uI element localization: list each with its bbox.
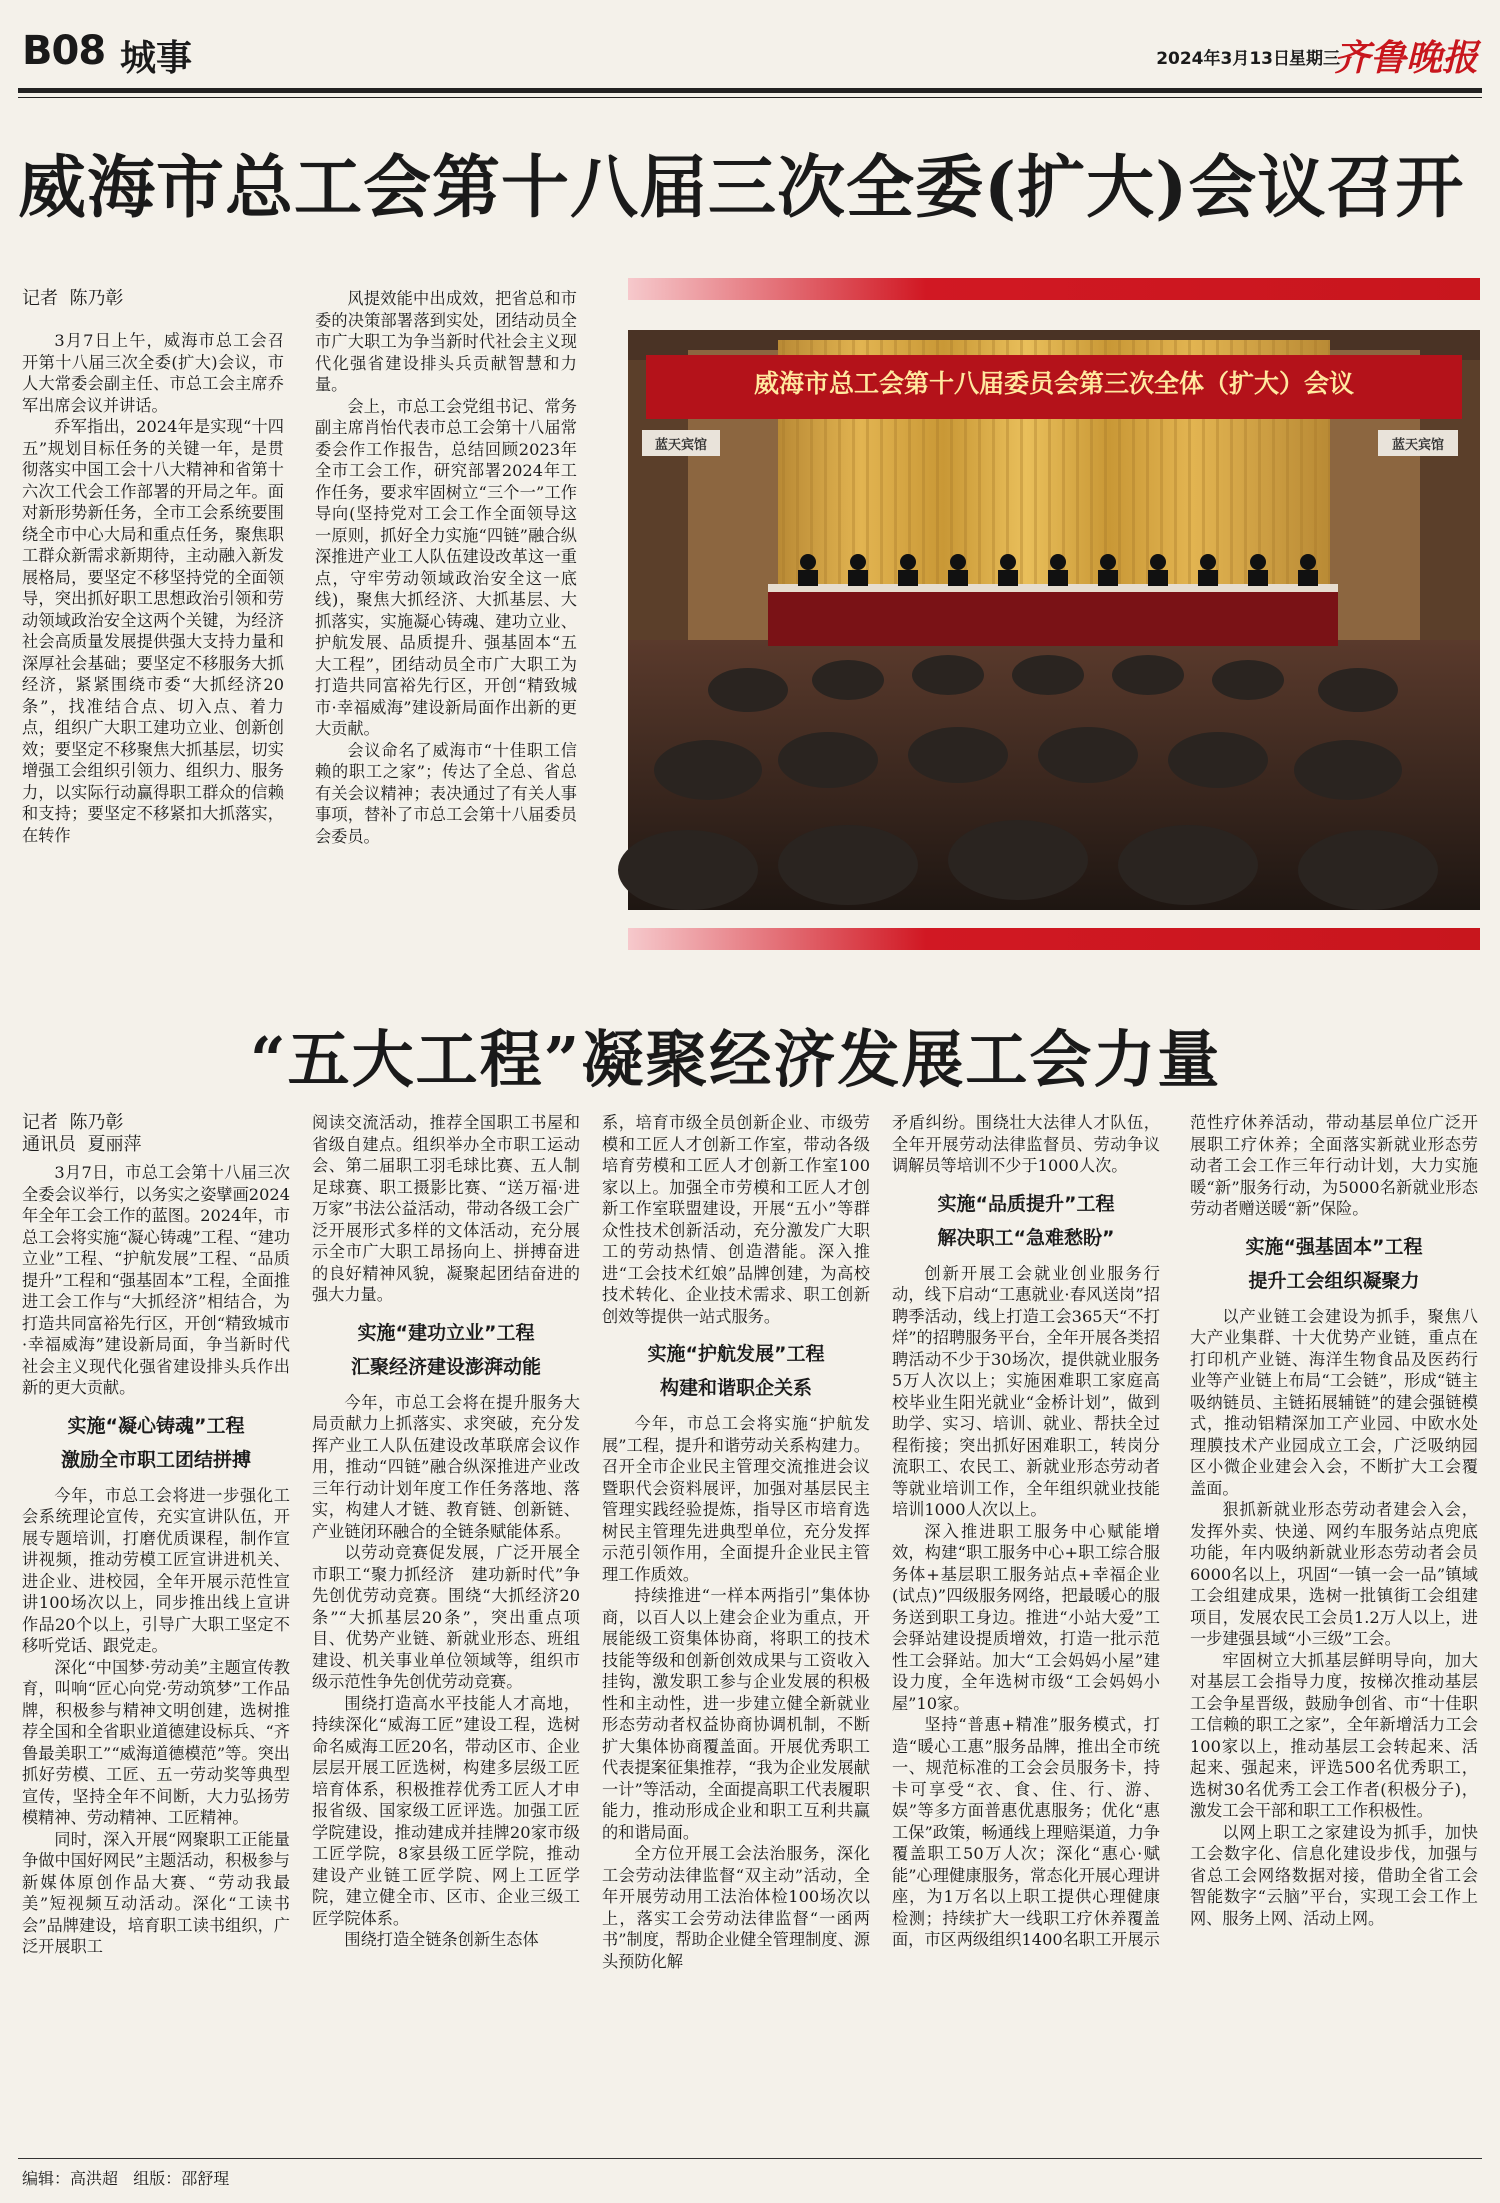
byline-name: 夏丽萍 [87, 1134, 142, 1155]
paragraph: 会议命名了威海市“十佳职工信赖的职工之家”；传达了全总、省总有关会议精神；表决通过了有关人事事项，替补了市总工会第十八届委员会委员。 [315, 740, 577, 846]
article1-column-2 [315, 288, 577, 970]
designer-name: 邵舒瑆 [181, 2169, 230, 2188]
paragraph: 全方位开展工会法治服务，深化工会劳动法律监督“双主动”活动，全年开展劳动用工法治体检100场次以上，落实工会劳动法律监督“一函两书”制度，帮助企业健全管理制度、源头预防化解 [602, 1844, 870, 1971]
paper-logo: 齐鲁晚报 [1333, 37, 1478, 79]
paragraph: 矛盾纠纷。围绕壮大法律人才队伍，全年开展劳动法律监督员、劳动争议调解员等培训不少于1000人次。 [892, 1113, 1160, 1175]
paragraph: 围绕打造高水平技能人才高地，持续深化“威海工匠”建设工程，选树命名威海工匠20名，带动区市、企业层层开展工匠选树，构建多层级工匠培育体系，积极推荐优秀工匠人才申报省级、国家级工匠评选。加强工匠学院建设，推动建成并挂牌20家市级工匠学院，8家县级工匠学院，推动建设产业链工匠学院、网上工匠学院，建立健全市、区市、企业三级工匠学院体系。 [312, 1693, 580, 1928]
paragraph: 持续推进“一样本两指引”集体协商，以百人以上建会企业为重点，开展能级工资集体协商，将职工的技术技能等级和创新创效成果与工资收入挂钩，激发职工参与企业发展的积极性和主动性，进一步建立健全新就业形态劳动者权益协商协调机制，不断扩大集体协商覆盖面。开展优秀职工代表提案征集推荐，“我为企业发展献一计”等活动，全面提高职工代表履职能力，推动形成企业和职工互利共赢的和谐局面。 [602, 1586, 870, 1842]
byline-reporter: 陈乃彰 [69, 288, 124, 309]
issue-weekday: 星期三 [1289, 49, 1340, 69]
header-rule [18, 88, 1482, 93]
paragraph: 乔军指出，2024年是实现“十四五”规划目标任务的关键一年，是贯彻落实中国工会十八大精神和省第十六次工代会工作部署的开局之年。面对新形势新任务，全市工会系统要围绕全市中心大局和重点任务，聚焦职工群众新需求新期待，主动融入新发展格局，要坚定不移坚持党的全面领导，突出抓好职工思想政治引领和劳动领域政治安全这两个关键，为经济社会高质量发展提供强大支持力量和深厚社会基础；要坚定不移服务大抓经济，紧紧围绕市委“大抓经济20条”，找准结合点、切入点、着力点，组织广大职工建功立业、创新创效；要坚定不移聚焦大抓基层，切实增强工会组织引领力、组织力、服务力，以实际行动赢得职工群众的信赖和支持；要坚定不移紧扣大抓落实，在转作 [22, 417, 284, 845]
issue-date: 2024年3月13日 [1156, 49, 1290, 69]
subheading-line-2: 解决职工“急难愁盼” [937, 1226, 1115, 1249]
paragraph: 系，培育市级全员创新企业、市级劳模和工匠人才创新工作室，带动各级培育劳模和工匠人才创新工作室100家以上。加强全市劳模和工匠人才创新工作室联盟建设，开展“五小”等群众性技术创新活动，充分激发广大职工的劳动热情、创造潜能。深入推进“工会技术红娘”品牌创建，为高校技术转化、企业技术需求、职工创新创效等提供一站式服务。 [602, 1113, 870, 1326]
subheading [892, 1187, 1160, 1255]
footer-credits [22, 2166, 229, 2189]
article2-headline: “五大工程”凝聚经济发展工会力量 [250, 1023, 1222, 1096]
article2-column-1 [22, 1162, 307, 2152]
subheading-line-2: 提升工会组织凝聚力 [1248, 1269, 1420, 1292]
subheading-line-1: 实施“强基固本”工程 [1245, 1235, 1423, 1258]
subheading [1190, 1230, 1478, 1298]
subheading-line-1: 实施“建功立业”工程 [357, 1321, 535, 1344]
header-rule-thin [18, 97, 1482, 98]
photo-banner-text: 威海市总工会第十八届委员会第三次全体（扩大）会议 [753, 369, 1354, 398]
paragraph: 范性疗休养活动，带动基层单位广泛开展职工疗休养；全面落实新就业形态劳动者工会工作三年行动计划，大力实施暖“新”服务行动，为5000名新就业形态劳动者赠送暖“新”保险。 [1190, 1113, 1478, 1218]
paragraph: 狠抓新就业形态劳动者建会入会，发挥外卖、快递、网约车服务站点兜底功能，年内吸纳新就业形态劳动者会员6000名以上，巩固“一镇一会一品”镇域工会组建成果，选树一批镇街工会组建项目，发展农民工会员1.2万人以上，进一步建强县域“小三级”工会。 [1190, 1500, 1478, 1648]
page-code: B08 [22, 28, 106, 74]
subheading-line-2: 构建和谐职企关系 [659, 1377, 812, 1399]
subheading-line-1: 实施“凝心铸魂”工程 [67, 1414, 245, 1437]
byline-label: 记者 [22, 1112, 58, 1133]
byline-label: 记者 [22, 288, 58, 309]
paragraph: 3月7日，市总工会第十八届三次全委会议举行，以务实之姿擘画2024年全年工会工作的蓝图。2024年，市总工会将实施“凝心铸魂”工程、“建功立业”工程、“护航发展”工程、“品质提升”工程和“强基固本”工程，全面推进工会工作与“大抓经济”相结合，为打造共同富裕先行区，开创“精致城市·幸福威海”建设新局面，争当新时代社会主义现代化强省建设排头兵作出新的更大贡献。 [22, 1163, 290, 1397]
article2-column-2 [312, 1112, 580, 2152]
byline-correspondent-line [22, 1134, 141, 1156]
paragraph: 今年，市总工会将实施“护航发展”工程，提升和谐劳动关系构建力。召开全市企业民主管理交流推进会议暨职代会资料展评，加强对基层民主管理实践经验提炼，指导区市培育选树民主管理先进典型单位，充分发挥示范引领作用，全面提升企业民主管理工作质效。 [602, 1414, 870, 1584]
footer-rule [18, 2158, 1482, 2159]
article2-column-3 [602, 1112, 870, 2152]
article1-byline [22, 288, 123, 310]
paragraph: 以劳动竞赛促发展，广泛开展全市职工“聚力抓经济 建功新时代”争先创优劳动竞赛。围绕“大抓经济20条”“大抓基层20条”，突出重点项目、优势产业链、新就业形态、班组建设、机关事业单位领域等，组织市级示范性争先创优劳动竞赛。 [312, 1543, 580, 1691]
paragraph: 风提效能中出成效，把省总和市委的决策部署落到实处，团结动员全市广大职工为争当新时代社会主义现代化强省建设排头兵贡献智慧和力量。 [315, 289, 577, 394]
decor-red-bar-top [628, 278, 1480, 300]
paragraph: 创新开展工会就业创业服务行动，线下启动“工惠就业·春风送岗”招聘季活动，线上打造工会365天“不打烊”的招聘服务平台，全年开展各类招聘活动不少于30场次，提供就业服务5万人次以上；实施困难职工家庭高校毕业生阳光就业“金桥计划”，做到助学、实习、培训、就业、帮扶全过程衔接；突出抓好困难职工，转岗分流职工、农民工、新就业形态劳动者等就业培训工作，全年组织就业技能培训1000人次以上。 [892, 1263, 1160, 1519]
meeting-photo [628, 330, 1480, 910]
paragraph: 深化“中国梦·劳动美”主题宣传教育，叫响“匠心向党·劳动筑梦”工作品牌，积极参与精神文明创建，选树推荐全国和全省职业道德建设标兵、“齐鲁最美职工”“威海道德模范”等。突出抓好劳模、工匠、五一劳动奖等典型宣传，坚持全年不间断，大力弘扬劳模精神、劳动精神、工匠精神。 [22, 1657, 290, 1827]
photo-sign-left: 蓝天宾馆 [654, 438, 707, 453]
subheading [22, 1409, 290, 1477]
byline-reporter-line [22, 1112, 141, 1134]
subheading-line-2: 汇聚经济建设澎湃动能 [350, 1355, 541, 1378]
paragraph: 深入推进职工服务中心赋能增效，构建“职工服务中心+职工综合服务体+基层职工服务站点+幸福企业(试点)”四级服务网络，把最暖心的服务送到职工身边。推进“小站大爱”工会驿站建设提质增效，打造一批示范性工会驿站。加大“工会妈妈小屋”建设力度，全年选树市级“工会妈妈小屋”10家。 [892, 1521, 1160, 1713]
paragraph: 以网上职工之家建设为抓手，加快工会数字化、信息化建设步伐，加强与省总工会网络数据对接，借助全省工会智能数字“云脑”平台，实现工会工作上网、服务上网、活动上网。 [1190, 1822, 1478, 1928]
article2-column-5 [1190, 1112, 1478, 2152]
paragraph: 阅读交流活动，推荐全国职工书屋和省级自建点。组织举办全市职工运动会、第二届职工羽毛球比赛、五人制足球赛、职工摄影比赛、“送万福·进万家”书法公益活动，带动各级工会广泛开展形式多样的文体活动，充分展示全市广大职工昂扬向上、拼搏奋进的良好精神风貌，凝聚起团结奋进的强大力量。 [312, 1113, 580, 1304]
paragraph: 会上，市总工会党组书记、常务副主席肖怡代表市总工会第十八届常委会作工作报告，总结回顾2023年全市工会工作，研究部署2024年工作任务，要求牢固树立“三个一”工作导向(坚持党对工会工作全面领导这一原则，抓好全力实施“四链”融合纵深推进产业工人队伍建设改革这一重点，守牢劳动领域政治安全这一底线)，聚焦大抓经济、大抓基层、大抓落实，实施凝心铸魂、建功立业、护航发展、品质提升、强基固本“五大工程”，团结动员全市广大职工为打造共同富裕先行区，开创“精致城市·幸福威海”建设新局面作出新的更大贡献。 [315, 396, 577, 738]
article1-headline: 威海市总工会第十八届三次全委(扩大)会议召开 [18, 148, 1465, 228]
article2-column-4 [892, 1112, 1160, 2152]
byline-name: 陈乃彰 [69, 1112, 124, 1133]
editor-label: 编辑： [22, 2169, 71, 2188]
paragraph: 同时，深入开展“网聚职工正能量 争做中国好网民”主题活动，积极参与新媒体原创作品大赛、“劳动我最美”短视频互动活动。深化“工读书会”品牌建设，培育职工读书组织，广泛开展职工 [22, 1829, 307, 1956]
article1-column-1 [22, 330, 284, 970]
photo-sign-right: 蓝天宾馆 [1391, 438, 1444, 453]
meeting-photo-illustration [628, 330, 1480, 910]
paragraph: 牢固树立大抓基层鲜明导向，加大对基层工会指导力度，按梯次推动基层工会争星晋级，鼓励争创省、市“十佳职工信赖的职工之家”，全年新增活力工会100家以上，推动基层工会转起来、活起来、强起来，评选500名优秀职工，选树30名优秀工会工作者(积极分子)，激发工会干部和职工工作积极性。 [1190, 1650, 1478, 1820]
designer-label: 组版： [133, 2169, 182, 2188]
paragraph: 围绕打造全链条创新生态体 [344, 1930, 539, 1949]
decor-red-bar-bottom [628, 928, 1480, 950]
article2-byline [22, 1112, 141, 1156]
paragraph: 以产业链工会建设为抓手，聚焦八大产业集群、十大优势产业链，重点在打印机产业链、海洋生物食品及医药行业等产业链上布局“工会链”，形成“链主吸纳链员、主链拓展辅链”的建会强链模式，推动铝精深加工产业园、中欧水处理膜技术产业园成立工会，广泛吸纳园区小微企业建会入会，不断扩大工会覆盖面。 [1190, 1306, 1478, 1498]
subheading-line-2: 激励全市职工团结拼搏 [60, 1448, 251, 1471]
section-name: 城事 [120, 38, 193, 79]
paragraph: 坚持“普惠+精准”服务模式，打造“暖心工惠”服务品牌，推出全市统一、规范标准的工会会员服务卡，持卡可享受“衣、食、住、行、游、娱”等多方面普惠优惠服务；优化“惠工保”政策，畅通线上理赔渠道，力争覆盖职工50万人次；深化“惠心·赋能”心理健康服务，常态化开展心理讲座，为1万名以上职工提供心理健康检测；持续扩大一线职工疗休养覆盖面，市区两级组织1400名职工开展示 [892, 1715, 1160, 1949]
editor-name: 高洪超 [70, 2169, 119, 2188]
paragraph: 今年，市总工会将进一步强化工会系统理论宣传，充实宣讲队伍，开展专题培训，打磨优质课程，制作宣讲视频，推动劳模工匠宣讲进机关、进企业、进校园，全年开展示范性宣讲100场次以上，同步推出线上宣讲作品20个以上，引导广大职工坚定不移听党话、跟党走。 [22, 1485, 290, 1655]
subheading [602, 1337, 870, 1405]
subheading-line-1: 实施“护航发展”工程 [647, 1343, 825, 1365]
paragraph: 今年，市总工会将在提升服务大局贡献力上抓落实、求突破，充分发挥产业工人队伍建设改革联席会议作用，推动“四链”融合纵深推进产业改三年行动计划年度工作任务落地、落实，构建人才链、教育链、创新链、产业链闭环融合的全链条赋能体系。 [312, 1392, 580, 1541]
subheading-line-1: 实施“品质提升”工程 [937, 1192, 1115, 1215]
subheading [312, 1316, 580, 1384]
paragraph: 3月7日上午，威海市总工会召开第十八届三次全委(扩大)会议，市人大常委会副主任、市总工会主席乔军出席会议并讲话。 [22, 331, 284, 415]
byline-label: 通讯员 [22, 1134, 76, 1155]
